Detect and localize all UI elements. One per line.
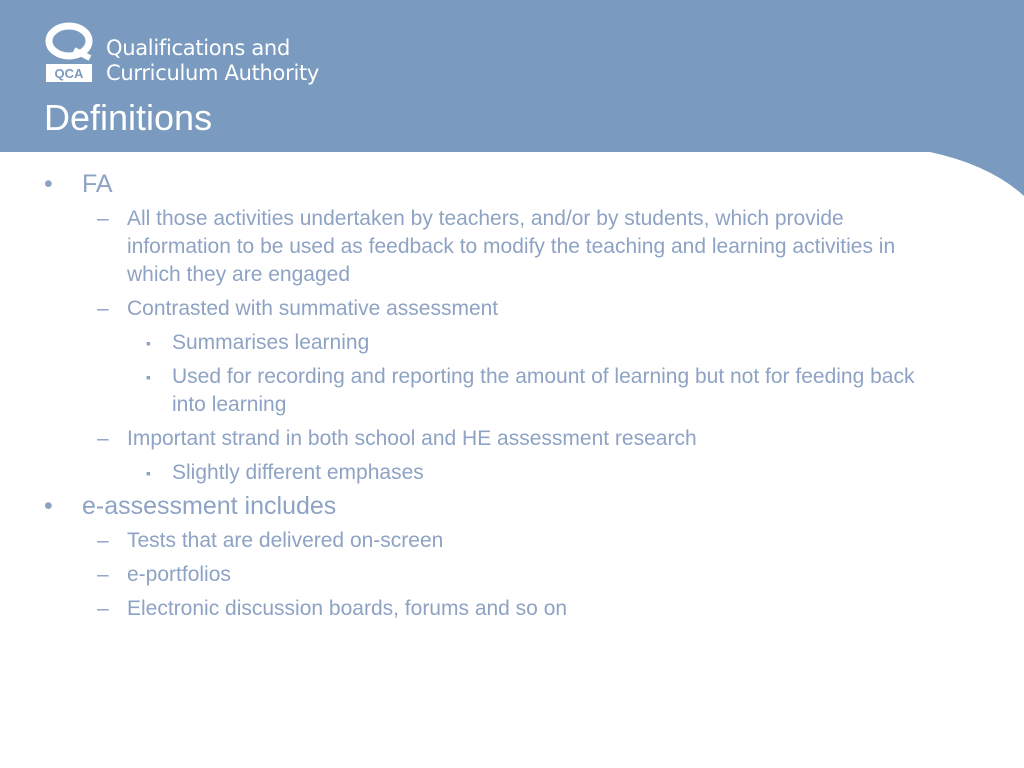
bullet-item-level2: [97, 595, 947, 623]
bullet-text: Important strand in both school and HE assessment research: [127, 427, 697, 450]
bullet-text: Used for recording and reporting the amount of learning but not for feeding back into learning: [172, 365, 915, 416]
bullet-text: All those activities undertaken by teachers, and/or by students, which provide information to be used as feedback to modify the teaching and learning activities in which they are engaged: [127, 207, 896, 286]
qca-logo: [44, 22, 320, 89]
qca-emblem-icon: [44, 22, 96, 84]
bullet-text: Contrasted with summative assessment: [127, 297, 499, 320]
bullet-marker: –: [97, 529, 109, 552]
bullet-item-level2: [97, 295, 947, 323]
bullet-item-level3: [146, 363, 942, 419]
bullet-text: e-portfolios: [127, 563, 231, 586]
bullet-marker: ▪: [146, 335, 151, 351]
bullet-marker: –: [97, 207, 109, 230]
organisation-name-line2: Curriculum Authority: [106, 61, 320, 85]
bullet-item-level1: [44, 491, 337, 521]
bullet-marker: –: [97, 297, 109, 320]
bullet-text: Slightly different emphases: [172, 461, 424, 484]
slide-title: Definitions: [44, 97, 213, 138]
bullet-text: Electronic discussion boards, forums and so on: [127, 597, 568, 620]
organisation-name-line1: Qualifications and: [106, 36, 290, 60]
bullet-text: FA: [82, 170, 113, 198]
bullet-marker: ▪: [146, 465, 151, 481]
organisation-name: [106, 36, 319, 86]
bullet-item-level2: [97, 205, 947, 289]
bullet-text: Summarises learning: [172, 331, 370, 354]
bullet-marker: •: [44, 170, 53, 198]
bullet-item-level2: [97, 561, 947, 589]
bullet-marker: –: [97, 597, 109, 620]
bullet-item-level2: [97, 527, 947, 555]
bullet-item-level2: [97, 425, 947, 453]
bullet-marker: ▪: [146, 369, 151, 385]
logo-text: QCA: [54, 66, 84, 81]
bullet-marker: –: [97, 427, 109, 450]
bullet-marker: –: [97, 563, 109, 586]
bullet-item-level1: [44, 169, 113, 199]
bullet-item-level3: [146, 459, 942, 487]
bullet-marker: •: [44, 492, 53, 520]
bullet-text: Tests that are delivered on-screen: [127, 529, 444, 552]
bullet-item-level3: [146, 329, 942, 357]
bullet-text: e-assessment includes: [82, 492, 337, 520]
